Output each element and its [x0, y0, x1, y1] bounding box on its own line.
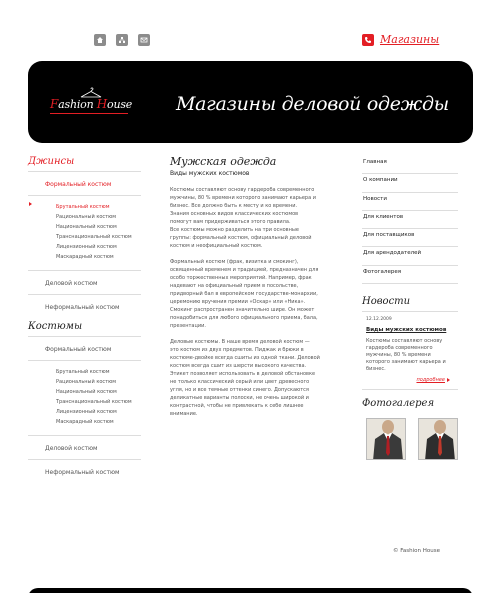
news-item: [362, 311, 458, 390]
article-paragraph: Формальный костюм (фрак, визитка и смокинг), освященный временем и традицией, предназначен для особо торжественных мероприятий. Например, фрак надевают на официальный прием в посольстве, придворный бал в европейском государстве-монархии, церемонию вручения премии «Оскар» или «Ника». Смокинг распространен значительно шире. Он может понадобиться для любого официального приема, бала, презентации.: [170, 259, 319, 329]
photo-gallery: [362, 418, 458, 460]
article-paragraph: Деловые костюмы. В наше время деловой костюм — это костюм из двух предметов. Пиджак и брюки в костюме-двойке всегда сшиты из одной ткани. Деловой костюм всегда сшит из шерсти высокого качества. Этикет позволяет использовать в деловой обстановке не только классический серый или цвет древесного угля, но и все темные оттенки синего. Допускаются деликатные варианты полоски, не очень широкой и контрастной, чтобы не привлекать к себе лишнее внимание.: [170, 339, 320, 417]
nav-item-landlords[interactable]: Для арендодателей: [362, 247, 458, 265]
logo[interactable]: [50, 89, 132, 119]
copyright: © Fashion House: [393, 548, 440, 554]
header-banner: [28, 61, 473, 143]
submenu-item[interactable]: Национальный костюм: [56, 389, 117, 395]
submenu-item[interactable]: Маскарадный костюм: [56, 254, 114, 260]
sitemap-icon[interactable]: [116, 34, 128, 46]
category-title-suits[interactable]: Костюмы: [28, 321, 141, 337]
suit-photo-icon: [419, 419, 458, 460]
banner-title: Магазины деловой одежды: [176, 93, 449, 115]
menu-item-formal[interactable]: Формальный костюм: [28, 337, 141, 361]
home-icon[interactable]: [94, 34, 106, 46]
top-icons: [94, 34, 150, 46]
phone-icon: [362, 34, 374, 46]
suit-photo-icon: [367, 419, 406, 460]
gallery-title: Фотогалерея: [362, 398, 435, 410]
menu-item-informal[interactable]: Неформальный костюм: [45, 469, 120, 476]
footer-bar: [28, 588, 473, 593]
news-more-link[interactable]: подробнее: [366, 377, 454, 383]
arrow-right-icon: [447, 378, 450, 382]
nav-item-news[interactable]: Новости: [362, 193, 458, 211]
nav-item-suppliers[interactable]: Для поставщиков: [362, 229, 458, 247]
news-title: Новости: [362, 296, 411, 308]
submenu-item[interactable]: Рациональный костюм: [56, 214, 117, 220]
menu-item-business[interactable]: Деловой костюм: [28, 271, 141, 295]
submenu-item[interactable]: Транснациональный костюм: [56, 234, 132, 240]
gallery-thumbnail[interactable]: [418, 418, 458, 460]
main-content: [170, 155, 350, 418]
right-sidebar: [362, 156, 458, 460]
nav-item-about[interactable]: О компании: [362, 174, 458, 192]
shops-link[interactable]: [362, 33, 439, 46]
logo-underline: [50, 113, 128, 114]
submenu-item[interactable]: Брутальный костюм: [56, 204, 110, 210]
submenu-item[interactable]: Транснациональный костюм: [56, 399, 132, 405]
nav-item-gallery[interactable]: Фотогалерея: [362, 266, 458, 284]
article-paragraph: Костюмы составляют основу гардероба современного мужчины, 80 % времени которого занимают карьера и бизнес. Все должно быть к месту и ко времени. Знания основных видов классических костюмов помогут вам придерживаться этого правила. Все костюмы можно разделить на три основные группы: формальный костюм, официальный деловой костюм и неофициальный костюм.: [170, 187, 316, 249]
submenu-item[interactable]: Лицензионный костюм: [56, 409, 117, 415]
submenu-item[interactable]: Национальный костюм: [56, 224, 117, 230]
submenu-formal: [28, 196, 141, 271]
gallery-thumbnail[interactable]: [366, 418, 406, 460]
menu-item-formal[interactable]: Формальный костюм: [28, 172, 141, 196]
shops-label[interactable]: Магазины: [380, 33, 440, 46]
submenu-formal: [28, 361, 141, 436]
submenu-item[interactable]: Лицензионный костюм: [56, 244, 117, 250]
nav-item-home[interactable]: Главная: [362, 156, 458, 174]
arrow-right-icon: [29, 202, 32, 206]
category-sidebar: [28, 156, 141, 483]
menu-item-business[interactable]: Деловой костюм: [28, 436, 141, 460]
submenu-item[interactable]: Брутальный костюм: [56, 369, 110, 375]
mail-icon[interactable]: [138, 34, 150, 46]
menu-item-informal[interactable]: Неформальный костюм: [45, 304, 120, 311]
page-title: Мужская одежда: [170, 155, 277, 168]
news-date: 12.12.2009: [366, 317, 392, 323]
news-text: Костюмы составляют основу гардероба современного мужчины, 80 % времени которого занимают карьера и бизнес.: [366, 338, 446, 373]
nav-item-clients[interactable]: Для клиентов: [362, 211, 458, 229]
submenu-item[interactable]: Рациональный костюм: [56, 379, 117, 385]
news-headline[interactable]: Виды мужских костюмов: [366, 327, 447, 334]
page-subtitle: Виды мужских костюмов: [170, 170, 250, 177]
logo-text: Fashion House: [50, 97, 133, 111]
category-title-jeans[interactable]: Джинсы: [28, 156, 141, 172]
submenu-item[interactable]: Маскарадный костюм: [56, 419, 114, 425]
